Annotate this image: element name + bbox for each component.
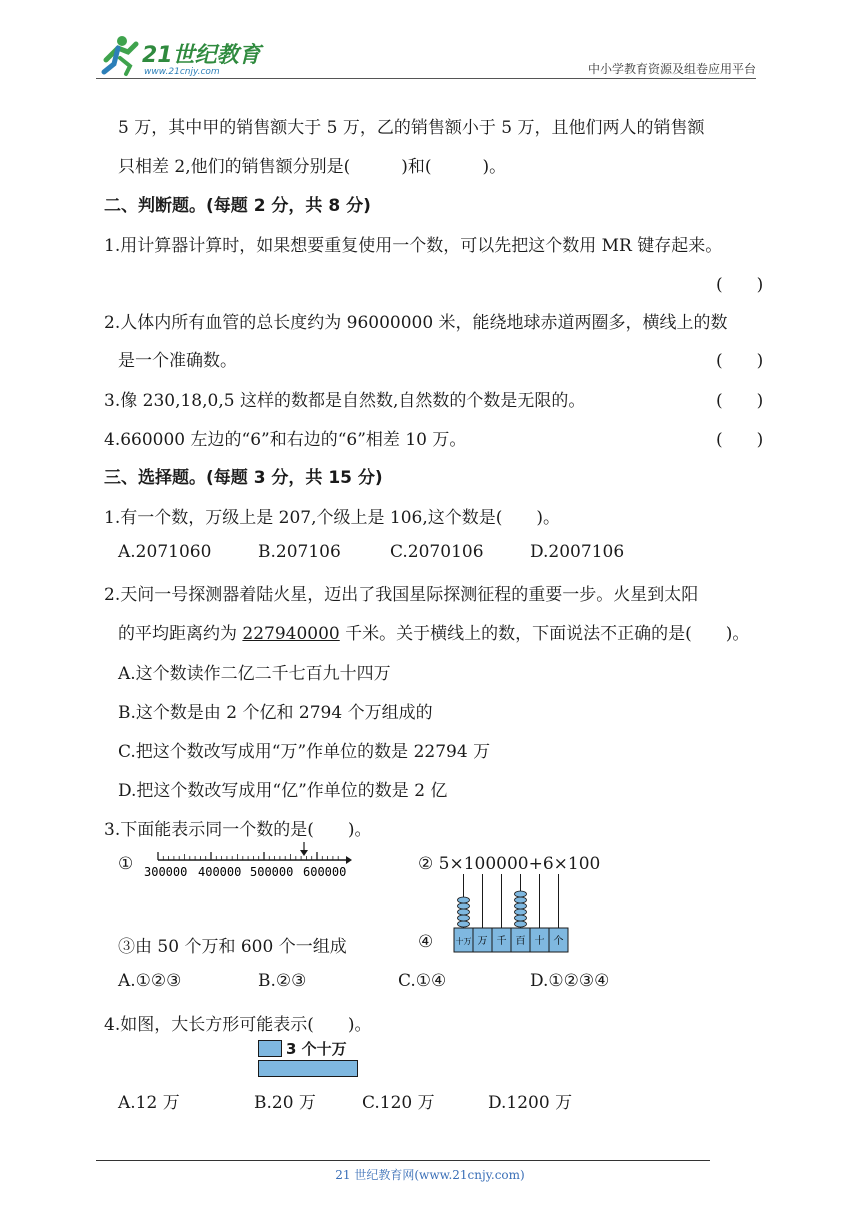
intro-line-2: 只相差 2,他们的销售额分别是( )和( )。	[118, 157, 507, 177]
abacus-label: 个	[553, 936, 564, 947]
ruler-label-400000: 400000	[198, 865, 242, 878]
choice-q3-option-b[interactable]: B.②③	[258, 971, 307, 991]
abacus-label: 万	[477, 936, 488, 947]
choice-q1-option-a[interactable]: A.2071060	[118, 542, 212, 562]
choice-q3-option-c[interactable]: C.①④	[398, 971, 447, 991]
judge-q4: 4.660000 左边的“6”和右边的“6”相差 10 万。	[104, 430, 467, 450]
abacus-bead	[515, 921, 527, 927]
judge-q3-answer[interactable]: ( )	[716, 391, 764, 411]
footer-divider	[96, 1160, 710, 1161]
choice-q1-option-c[interactable]: C.2070106	[390, 542, 484, 562]
choice-q4-option-a[interactable]: A.12 万	[118, 1093, 180, 1113]
footer-text: 21 世纪教育网(www.21cnjy.com)	[335, 1168, 525, 1182]
choice-q4-option-b[interactable]: B.20 万	[254, 1093, 316, 1113]
abacus-bead	[458, 921, 470, 927]
abacus-bead	[458, 909, 470, 915]
choice-q4: 4.如图，大长方形可能表示( )。	[104, 1015, 372, 1035]
judge-q1: 1.用计算器计算时，如果想要重复使用一个数，可以先把这个数用 MR 键存起来。	[104, 236, 723, 256]
choice-q2-line-1: 2.天问一号探测器着陆火星，迈出了我国星际探测征程的重要一步。火星到太阳	[104, 585, 699, 605]
choice-q2-option-d[interactable]: D.把这个数改写成用“亿”作单位的数是 2 亿	[118, 781, 448, 801]
number-line	[138, 838, 358, 878]
choice-q2-line-2: 的平均距离约为 227940000 千米。关于横线上的数，下面说法不正确的是( )。	[118, 624, 750, 644]
abacus-label: 十万	[455, 937, 472, 946]
abacus-bead	[515, 909, 527, 915]
choice-q1-option-d[interactable]: D.2007106	[530, 542, 625, 562]
judge-q2-line-1: 2.人体内所有血管的总长度约为 96000000 米，能绕地球赤道两圈多，横线上的数	[104, 313, 728, 333]
choice-q3-option-d[interactable]: D.①②③④	[530, 971, 610, 991]
underlined-number: 227940000	[242, 624, 340, 644]
abacus-bead	[458, 915, 470, 921]
abacus-bead	[458, 897, 470, 903]
choice-q4-option-c[interactable]: C.120 万	[362, 1093, 435, 1113]
judge-q4-answer[interactable]: ( )	[716, 430, 764, 450]
choice-q1-option-b[interactable]: B.207106	[258, 542, 341, 562]
intro-line-1: 5 万，其中甲的销售额大于 5 万，乙的销售额小于 5 万，且他们两人的销售额	[118, 118, 705, 138]
ruler-label-300000: 300000	[144, 865, 188, 878]
q3-item-4-mark: ④	[418, 932, 434, 952]
choice-q1: 1.有一个数，万级上是 207,个级上是 106,这个数是( )。	[104, 508, 560, 528]
abacus-label: 千	[496, 936, 507, 947]
small-rectangle-label: 3 个十万	[286, 1040, 347, 1058]
platform-name: 中小学教育资源及组卷应用平台	[587, 62, 756, 76]
ruler-label-600000: 600000	[303, 865, 347, 878]
choice-q3: 3.下面能表示同一个数的是( )。	[104, 820, 372, 840]
large-rectangle	[258, 1060, 358, 1077]
logo-url: www.21cnjy.com	[144, 67, 220, 77]
abacus-bead	[458, 903, 470, 909]
abacus-label: 百	[515, 936, 526, 947]
judge-q1-answer[interactable]: ( )	[716, 275, 764, 295]
judge-q2-line-2: 是一个准确数。	[118, 351, 237, 371]
q3-item-1-mark: ①	[118, 854, 134, 874]
q3-item-3: ③由 50 个万和 600 个一组成	[118, 937, 347, 957]
abacus	[452, 870, 572, 956]
judge-q2-answer[interactable]: ( )	[716, 351, 764, 371]
abacus-bead	[515, 891, 527, 897]
section-2-title: 二、判断题。(每题 2 分，共 8 分)	[104, 196, 371, 216]
abacus-bead	[515, 915, 527, 921]
abacus-bead	[515, 903, 527, 909]
judge-q3: 3.像 230,18,0,5 这样的数都是自然数,自然数的个数是无限的。	[104, 391, 586, 411]
abacus-label: 十	[534, 936, 545, 947]
site-logo	[96, 32, 266, 78]
q3-item-2: ② 5×100000+6×100	[418, 854, 601, 874]
small-rectangle	[258, 1040, 282, 1057]
logo-text: 21世纪教育	[142, 43, 261, 68]
ruler-label-500000: 500000	[250, 865, 294, 878]
choice-q4-option-d[interactable]: D.1200 万	[488, 1093, 573, 1113]
section-3-title: 三、选择题。(每题 3 分，共 15 分)	[104, 468, 383, 488]
header-divider	[96, 78, 756, 79]
choice-q2-option-c[interactable]: C.把这个数改写成用“万”作单位的数是 22794 万	[118, 742, 491, 762]
choice-q2-option-b[interactable]: B.这个数是由 2 个亿和 2794 个万组成的	[118, 703, 433, 723]
runner-logo-icon	[104, 36, 136, 74]
choice-q3-option-a[interactable]: A.①②③	[118, 971, 182, 991]
abacus-bead	[515, 897, 527, 903]
choice-q2-option-a[interactable]: A.这个数读作二亿二千七百九十四万	[118, 664, 391, 684]
